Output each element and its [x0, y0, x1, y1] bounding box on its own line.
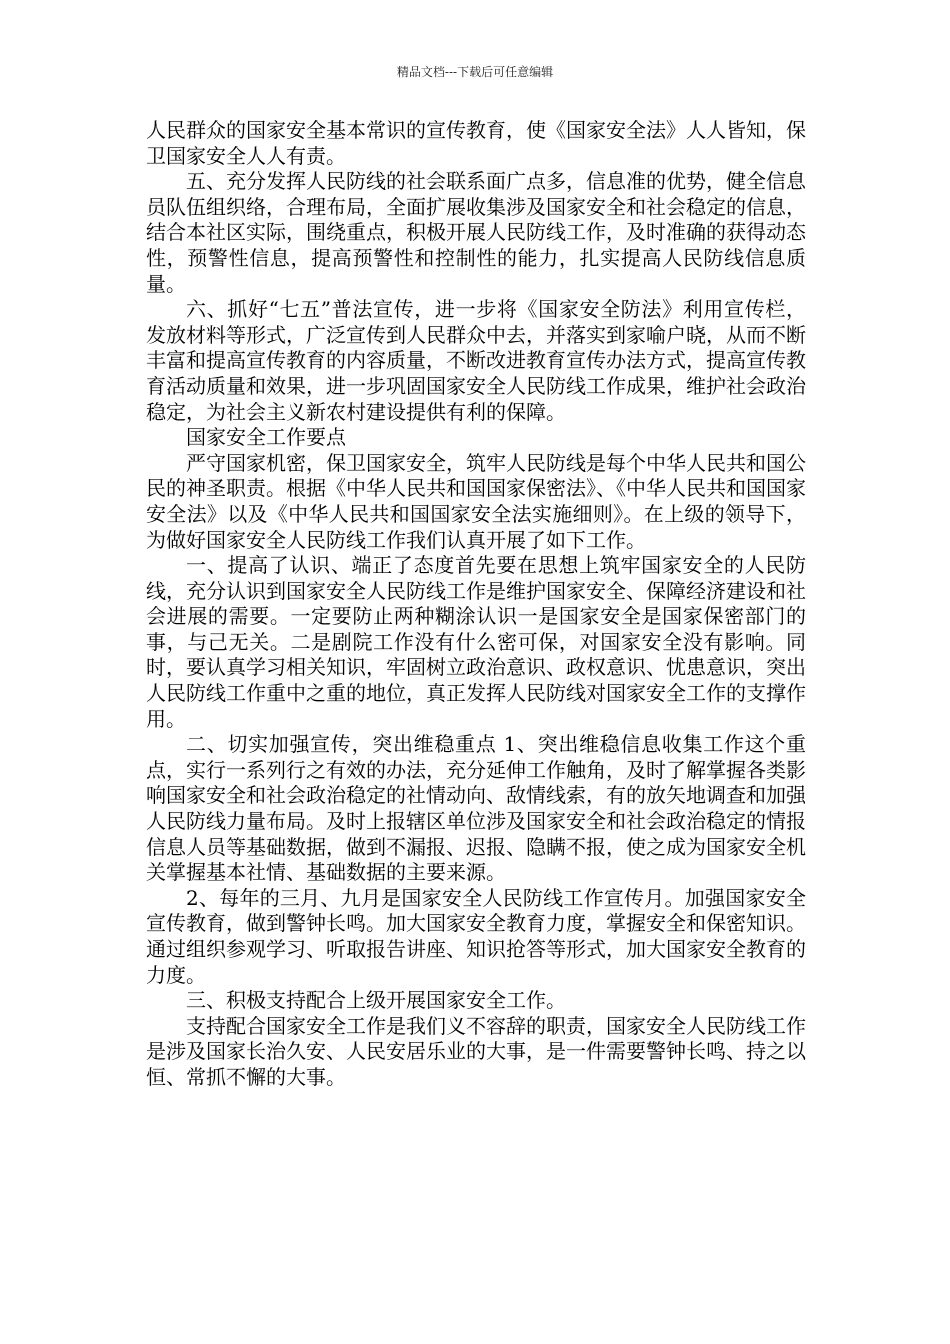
- section-heading: 国家安全工作要点: [186, 425, 346, 450]
- page-header: 精品文档---下载后可任意编辑: [396, 65, 554, 79]
- document-body: [146, 118, 806, 1091]
- paragraph-9: 三、积极支持配合上级开展国家安全工作。: [186, 988, 566, 1013]
- paragraph-7: 二、切实加强宣传，突出维稳重点 1、突出维稳信息收集工作这个重点，实行一系列行之有效的办法，充分延伸工作触角，及时了解掌握各类影响国家安全和社会政治稳定的社情动向、敌情线索，有的放矢地调查和加强人民防线力量布局。及时上报辖区单位涉及国家安全和社会政治稳定的情报信息人员等基础数据，做到不漏报、迟报、隐瞒不报，使之成为国家安全机关掌握基本社情、基础数据的主要来源。: [146, 732, 806, 885]
- paragraph-6: 一、提高了认识、端正了态度首先要在思想上筑牢国家安全的人民防线，充分认识到国家安全人民防线工作是维护国家安全、保障经济建设和社会进展的需要。一定要防止两种糊涂认识一是国家安全是国家保密部门的事，与己无关。二是剧院工作没有什么密可保，对国家安全没有影响。同时，要认真学习相关知识，牢固树立政治意识、政权意识、忧患意识，突出人民防线工作重中之重的地位，真正发挥人民防线对国家安全工作的支撑作用。: [146, 553, 806, 731]
- paragraph-5: 严守国家机密，保卫国家安全，筑牢人民防线是每个中华人民共和国公民的神圣职责。根据《中华人民共和国国家保密法》、《中华人民共和国国家安全法》以及《中华人民共和国国家安全法实施细则》。在上级的领导下，为做好国家安全人民防线工作我们认真开展了如下工作。: [146, 450, 806, 552]
- paragraph-1: 人民群众的国家安全基本常识的宣传教育，使《国家安全法》人人皆知，保卫国家安全人人有责。: [146, 118, 806, 168]
- paragraph-8: 2、每年的三月、九月是国家安全人民防线工作宣传月。加强国家安全宣传教育，做到警钟长鸣。加大国家安全教育力度，掌握安全和保密知识。通过组织参观学习、听取报告讲座、知识抢答等形式，加大国家安全教育的力度。: [146, 885, 806, 987]
- paragraph-10: 支持配合国家安全工作是我们义不容辞的职责，国家安全人民防线工作是涉及国家长治久安、人民安居乐业的大事，是一件需要警钟长鸣、持之以恒、常抓不懈的大事。: [146, 1013, 806, 1089]
- paragraph-2: 五、充分发挥人民防线的社会联系面广点多，信息准的优势，健全信息员队伍组织络，合理布局，全面扩展收集涉及国家安全和社会稳定的信息，结合本社区实际，围绕重点，积极开展人民防线工作，及时准确的获得动态性，预警性信息，提高预警性和控制性的能力，扎实提高人民防线信息质量。: [146, 169, 806, 296]
- paragraph-3: 六、抓好“七五”普法宣传，进一步将《国家安全防法》利用宣传栏，发放材料等形式，广泛宣传到人民群众中去，并落实到家喻户晓，从而不断丰富和提高宣传教育的内容质量，不断改进教育宣传办法方式，提高宣传教育活动质量和效果，进一步巩固国家安全人民防线工作成果，维护社会政治稳定，为社会主义新农村建设提供有利的保障。: [146, 297, 806, 424]
